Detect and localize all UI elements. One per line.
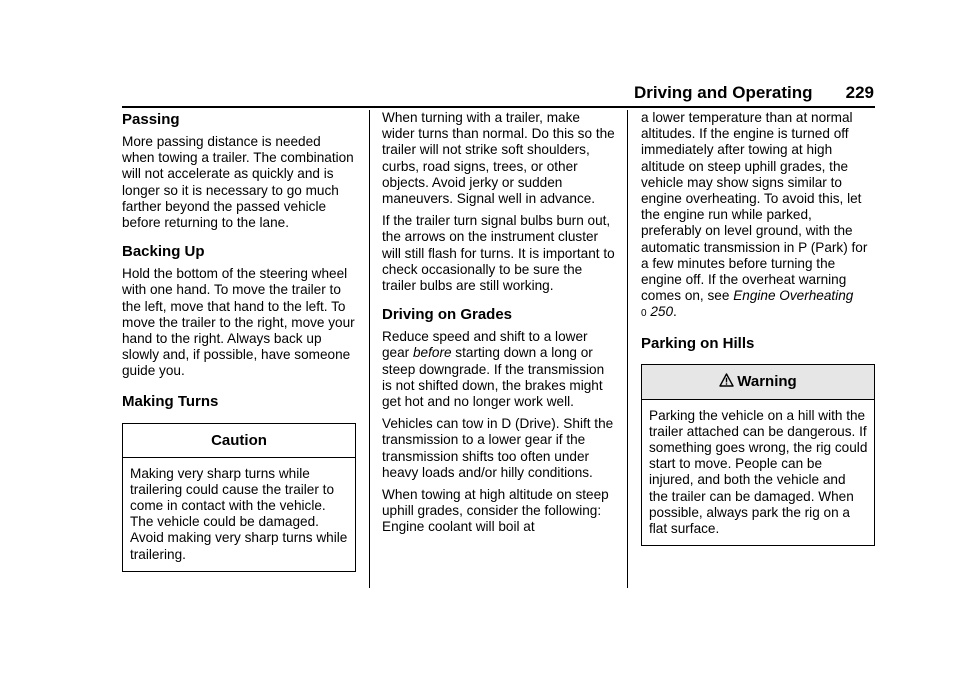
grades-p1-text-b: starting down a long or steep downgrade. If the transmission is not shifted down, the brakes might get hot and no longer work well. xyxy=(382,345,605,410)
column-divider-2 xyxy=(627,110,628,588)
grades-continued-end: . xyxy=(673,304,677,320)
heading-backing-up: Backing Up xyxy=(122,243,205,261)
warning-header xyxy=(642,365,874,400)
column-3 xyxy=(641,110,875,546)
turns-paragraph-2: If the trailer turn signal bulbs burn out, the arrows on the instrument cluster will still flash for turns. It is important to check occasionally to be sure the trailer bulbs are still working. xyxy=(382,213,615,294)
page-header xyxy=(634,83,874,103)
grades-continued-text: a lower temperature than at normal altitudes. If the engine is turned off immediately after towing at high altitude on steep uphill grades, the vehicle may show signs similar to engine overheating. To avoid this, let the engine run while parked, preferably on level ground, with the automatic transmission in P (Park) for a few minutes before turning the engine off. If the overheat warning comes on, see xyxy=(641,110,868,304)
passing-body: More passing distance is needed when towing a trailer. The combination will not accelerate as quickly and is longer so it is necessary to go much farther beyond the passed vehicle before returning to the lane. xyxy=(122,134,354,231)
header-rule xyxy=(122,106,875,108)
section-title: Driving and Operating xyxy=(634,83,813,102)
backing-up-body: Hold the bottom of the steering wheel with one hand. To move the trailer to the left, move that hand to the left. To move the trailer to the right, move your hand to the right. Always back up slowly and, if possible, have someone guide you. xyxy=(122,266,355,379)
column-divider-1 xyxy=(369,110,370,588)
grades-paragraph-1 xyxy=(382,329,616,410)
warning-box xyxy=(641,364,875,547)
page-reference-icon: 0 xyxy=(641,308,647,320)
column-1 xyxy=(122,110,356,572)
grades-paragraph-3: When towing at high altitude on steep uphill grades, consider the following: Engine coolant will boil at xyxy=(382,487,609,535)
caution-body: Making very sharp turns while trailering could cause the trailer to come in contact with the vehicle. The vehicle could be damaged. Avoid making very sharp turns while trailering. xyxy=(130,465,348,562)
grades-paragraph-2: Vehicles can tow in D (Drive). Shift the transmission to a lower gear if the transmission shifts too often under heavy loads and/or hilly conditions. xyxy=(382,416,614,480)
page-reference-number[interactable]: 250 xyxy=(650,304,674,320)
grades-p1-text-a: Reduce speed and shift to a lower gear xyxy=(382,329,588,361)
heading-driving-on-grades: Driving on Grades xyxy=(382,306,513,324)
warning-triangle-icon xyxy=(719,373,734,391)
heading-parking-on-hills: Parking on Hills xyxy=(641,334,755,352)
heading-making-turns: Making Turns xyxy=(122,392,219,410)
caution-title: Caution xyxy=(123,424,355,458)
caution-box xyxy=(122,423,356,572)
warning-body: Parking the vehicle on a hill with the trailer attached can be dangerous. If something goes wrong, the rig could start to move. People can be injured, and both the vehicle and the trailer can be damaged. When possible, always park the rig on a flat surface. xyxy=(649,407,868,537)
grades-continued xyxy=(641,110,875,323)
warning-title: Warning xyxy=(737,372,797,390)
page-number: 229 xyxy=(845,83,874,102)
grades-p1-emphasis: before xyxy=(412,345,452,361)
turns-paragraph-1: When turning with a trailer, make wider turns than normal. Do this so the trailer will not strike soft shoulders, curbs, road signs, trees, or other objects. Avoid jerky or sudden maneuvers. Signal well in advance. xyxy=(382,110,615,207)
engine-overheating-link[interactable]: Engine Overheating xyxy=(733,288,854,304)
column-2 xyxy=(382,110,616,536)
heading-passing: Passing xyxy=(122,111,180,128)
